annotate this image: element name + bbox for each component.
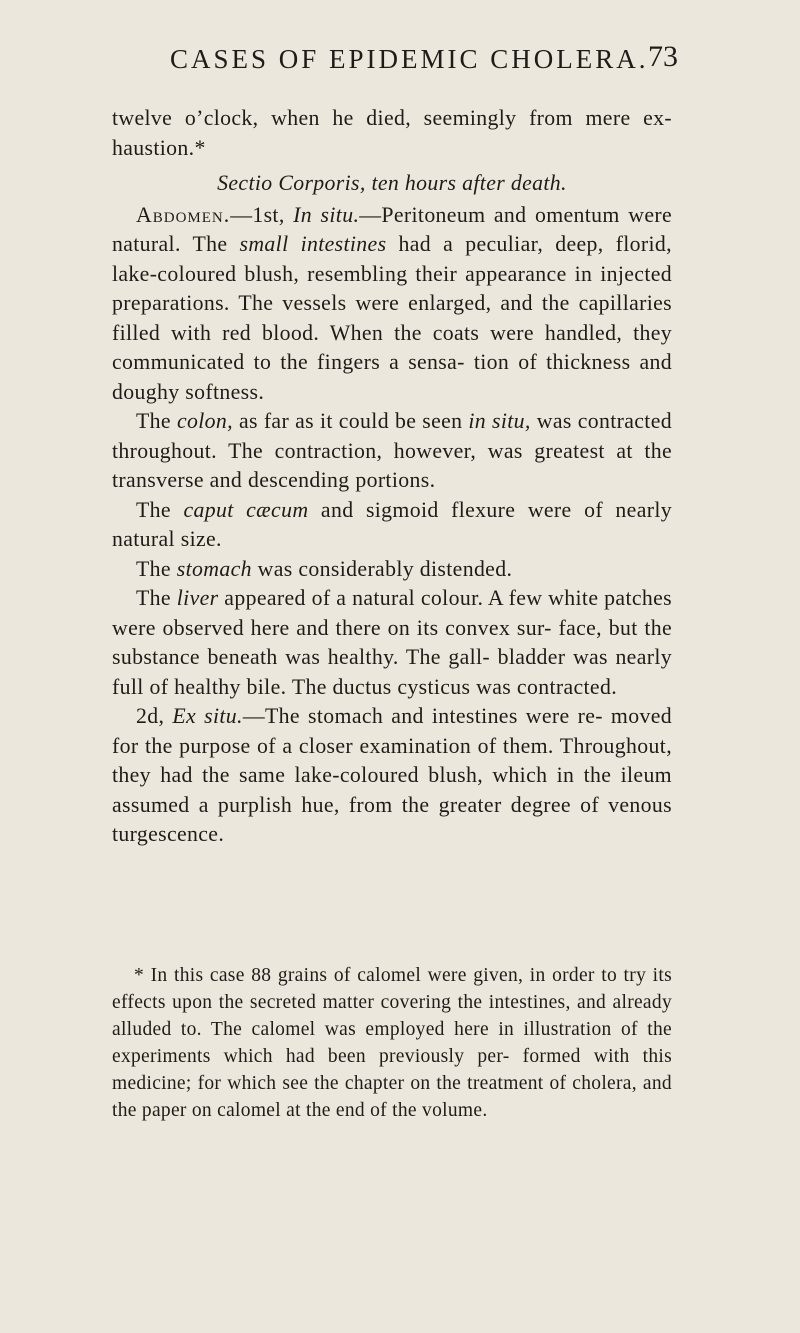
colon-term: colon,	[176, 409, 233, 433]
paragraph-abdomen	[112, 201, 672, 408]
footnote-text: * In this case 88 grains of calomel were given, in order to try its effects upon the secreted matter covering the intestines, and already alluded to. The calomel was employed here in illustration of the experiments which had been previously per- formed with this medicine; for which see the chapter on the treatment of cholera, and the paper on calomel at the end of the volume.	[112, 965, 672, 1121]
abdomen-label: Abdomen.	[136, 202, 231, 227]
paragraph-colon	[112, 407, 672, 496]
paragraph-stomach	[112, 555, 672, 585]
in-situ-term: In situ.	[293, 202, 360, 227]
stomach-rest: was considerably distended.	[251, 556, 513, 581]
colon-in-situ: in situ,	[468, 409, 531, 433]
caput-rest: and sigmoid flexure were of nearly natural size.	[112, 497, 672, 551]
caput-pre: The	[136, 497, 184, 522]
running-title: CASES OF EPIDEMIC CHOLERA.	[170, 44, 649, 74]
small-intestines-term: small intestines	[239, 232, 387, 256]
section-heading: Sectio Corporis, ten hours after death.	[217, 171, 567, 195]
caput-term: caput cæcum	[183, 497, 309, 522]
colon-mid: as far as it could be seen	[232, 409, 469, 433]
liver-rest: appeared of a natural colour. A few white patches were observed here and there on its convex sur- face, but the substance beneath was healthy. The gall- bladder was nearly full of healthy bile. The ductus cysticus was contracted.	[112, 586, 672, 699]
page-number: 73	[648, 40, 678, 73]
footnote	[112, 962, 672, 1124]
colon-rest: was contracted throughout. The contraction, however, was greatest at the transverse and descending portions.	[112, 409, 672, 492]
abdomen-lead: —1st,	[230, 202, 294, 227]
abdomen-after: —Peritoneum and omentum were natural. The	[112, 202, 673, 256]
stomach-pre: The	[136, 556, 177, 581]
liver-pre: The	[136, 586, 177, 610]
body-text	[112, 104, 672, 850]
paragraph-exhaustion: twelve o’clock, when he died, seemingly from mere ex- haustion.*	[112, 106, 672, 160]
abdomen-rest: had a peculiar, deep, florid, lake-coloured blush, resembling their appearance in injected preparations. The vessels were enlarged, and the capillaries filled with red blood. When the coats were handled, they communicated to the fingers a sensa- tion of thickness and doughy softness.	[112, 232, 672, 404]
paragraph-liver	[112, 584, 672, 702]
paragraph-caput	[112, 496, 672, 555]
ex-situ-rest: —The stomach and intestines were re- moved for the purpose of a closer examination of them. Throughout, they had the same lake-coloured blush, which in the ileum assumed a purplish hue, from the greater degree of venous turgescence.	[112, 704, 672, 846]
paragraph-ex-situ	[112, 702, 672, 850]
page-header	[0, 40, 800, 84]
ex-situ-lead: 2d,	[136, 704, 173, 728]
ex-situ-term: Ex situ.	[172, 704, 243, 728]
liver-term: liver	[176, 586, 219, 610]
colon-pre: The	[136, 409, 177, 433]
stomach-term: stomach	[176, 556, 252, 581]
